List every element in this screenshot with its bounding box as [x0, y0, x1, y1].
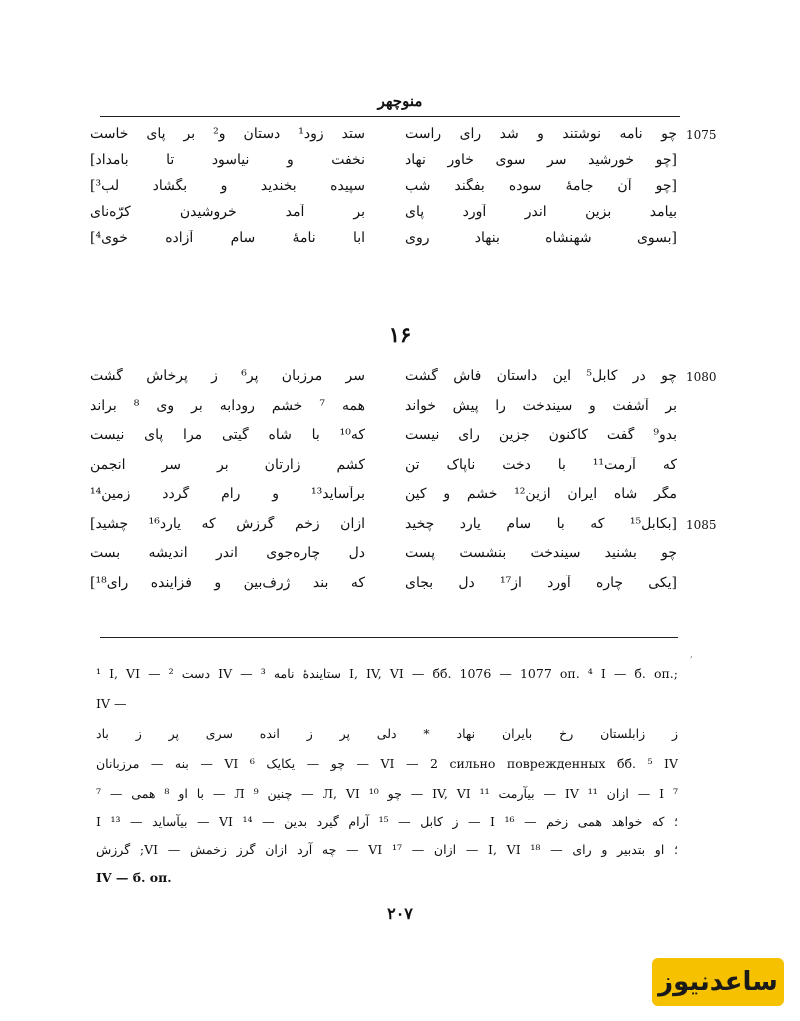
- first-hemistich: بر آشفت و سیندخت را پیش خواند: [405, 397, 677, 414]
- verse-row: [0, 514, 800, 544]
- first-hemistich: چو بشنید سیندخت بنشست پست: [405, 545, 677, 561]
- verse-row: [0, 543, 800, 573]
- second-hemistich: ستد زود¹ دستان و² بر پای خاست: [90, 126, 365, 142]
- section-number: ۱۶: [388, 322, 412, 347]
- running-head: منوچهر: [377, 92, 423, 110]
- verse-row: [0, 573, 800, 603]
- footnote-line: ؛ او بتدبیر و رای — ¹⁸ I, VI — ازان — ¹⁷ VI — چه آرد ازان گرز زخمش — VI; گرزش: [96, 842, 678, 857]
- first-hemistich: که آرمت¹¹ با دخت ناپاک تن: [405, 456, 677, 473]
- first-hemistich: چو در کابل⁵ این داستان فاش گشت: [405, 368, 677, 384]
- first-hemistich: [یکی چاره آورد از¹⁷ دل بجای: [405, 574, 677, 591]
- first-hemistich: مگر شاه ایران ازین¹² خشم و کین: [405, 486, 677, 502]
- verse-number: 1085: [686, 517, 717, 532]
- second-hemistich: دل چاره‌جوی اندر اندیشه بست: [90, 545, 365, 561]
- header-rule: [100, 116, 680, 117]
- second-hemistich: بر آمد خروشیدن کرّه‌نای: [90, 204, 365, 220]
- footnote-rule: [100, 637, 678, 638]
- footnote-line: ؛ که خواهد همی زخم — ¹⁶ I — ز کابل — ¹⁵ آرام گیرد بدین — ¹⁴ VI — بیآساید — ¹³ I: [96, 814, 678, 829]
- verse-row: [0, 455, 800, 485]
- footnote-line: ⁷ I — ازان ¹¹ IV — بیآرمت ¹¹ IV, VI — چو ¹⁰ Л, VI — چنین ⁹ Л — با او ⁸ همی — ⁷: [96, 786, 678, 801]
- first-hemistich: [چو آن جامهٔ سوده بفگند شب: [405, 178, 677, 194]
- page-number: ۲۰۷: [387, 904, 413, 923]
- footnote-line: IV —: [96, 696, 127, 711]
- first-hemistich: [چو خورشید سر سوی خاور نهاد: [405, 152, 677, 168]
- second-hemistich: که بند ژرف‌بین و فزاینده رای¹⁸]: [90, 574, 365, 591]
- top-stanza: [0, 124, 800, 254]
- footnote-line: ز زابلستان رخ بایران نهاد * دلی پر ز انده سری پر ز باد: [96, 726, 678, 741]
- first-hemistich: بیامد بزین اندر آورد پای: [405, 204, 677, 220]
- first-hemistich: [بسوی شهنشاه بنهاد روی: [405, 230, 677, 246]
- verse-row: [0, 425, 800, 455]
- footnote-line: VI — 2 сильно поврежденных бб. ⁵ IV — چو — یکایک ⁶ VI — بنه — مرزبانان: [96, 756, 678, 771]
- second-hemistich: ابا نامهٔ سام آزاده خوی⁴]: [90, 230, 365, 246]
- watermark-logo: ساعدنیوز: [652, 958, 784, 1006]
- verse-row: [0, 228, 800, 254]
- first-hemistich: [بکابل¹⁵ که با سام یارد چخید: [405, 515, 677, 532]
- verse-row: [0, 396, 800, 426]
- second-hemistich: ازان زخم گرزش که یارد¹⁶ چشید]: [90, 515, 365, 532]
- second-hemistich: نخفت و نیاسود تا بامداد]: [90, 152, 365, 168]
- verse-row: [0, 124, 800, 150]
- verse-number: 1080: [686, 370, 717, 384]
- verse-row: [0, 202, 800, 228]
- first-hemistich: بدو⁹ گفت کاکنون جزین رای نیست: [405, 427, 677, 443]
- second-hemistich: همه ⁷ خشم رودابه بر وی ⁸ براند: [90, 397, 365, 414]
- verse-row: [0, 176, 800, 202]
- second-hemistich: که¹⁰ با شاه گیتی مرا پای نیست: [90, 427, 365, 443]
- first-hemistich: چو نامه نوشتند و شد رای راست: [405, 126, 677, 142]
- verse-row: [0, 150, 800, 176]
- second-hemistich: سر مرزبان پر⁶ ز پرخاش گشت: [90, 368, 365, 384]
- second-hemistich: برآساید¹³ و رام گردد زمین¹⁴: [90, 486, 365, 502]
- verse-number: 1075: [686, 128, 717, 142]
- footnote-line: IV — б. оп.: [96, 870, 172, 885]
- second-hemistich: سپیده بخندید و بگشاد لب³]: [90, 178, 365, 194]
- main-stanza: [0, 366, 800, 602]
- verse-row: [0, 484, 800, 514]
- margin-mark: ,: [690, 650, 693, 660]
- second-hemistich: کشم زارتان بر سر انجمن: [90, 456, 365, 473]
- verse-row: [0, 366, 800, 396]
- footnote-line: ¹ I, VI — دست ² IV — ستایندهٔ نامه ³ I, IV, VI — бб. 1076 — 1077 оп. ⁴ I — б. оп.;: [96, 666, 678, 681]
